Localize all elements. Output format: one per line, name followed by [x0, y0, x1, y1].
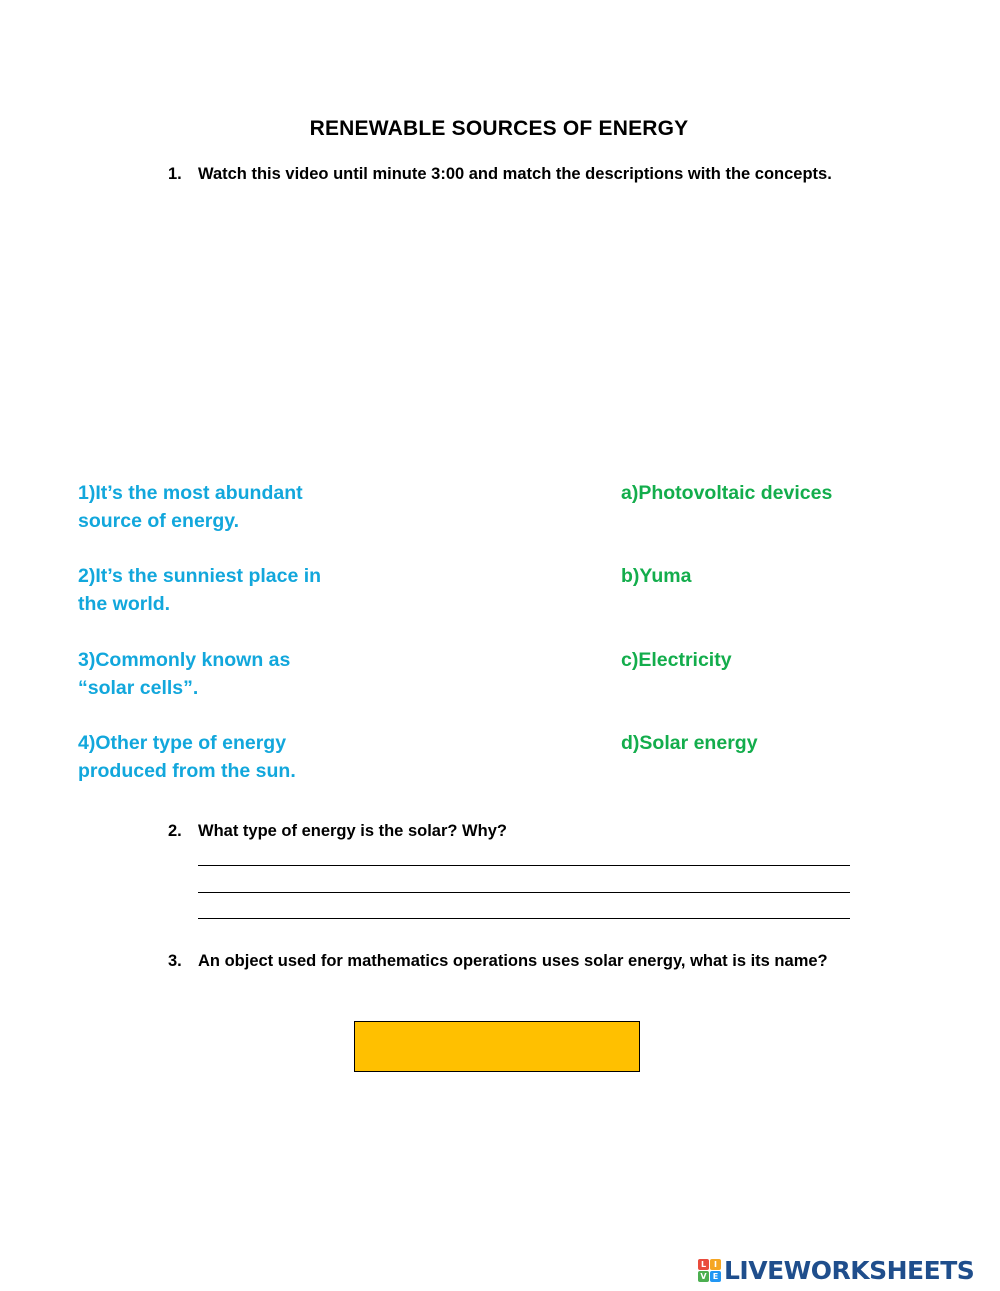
concept-b[interactable]: b)Yuma: [621, 565, 692, 587]
question-1-number: 1.: [168, 165, 182, 183]
question-2: [168, 822, 507, 841]
logo-letter-l: L: [698, 1259, 709, 1270]
logo-letter-e: E: [710, 1271, 721, 1282]
answer-line-3[interactable]: [198, 918, 850, 919]
description-3[interactable]: 3)Commonly known as “solar cells”.: [78, 649, 291, 699]
question-1: [168, 165, 832, 184]
description-1[interactable]: 1)It’s the most abundant source of energy.: [78, 482, 303, 532]
question-3-number: 3.: [168, 952, 182, 970]
logo-letter-i: I: [710, 1259, 721, 1270]
description-2[interactable]: 2)It’s the sunniest place in the world.: [78, 565, 322, 615]
question-3: [168, 952, 828, 971]
description-4[interactable]: 4)Other type of energy produced from the sun.: [78, 732, 296, 782]
question-1-text: Watch this video until minute 3:00 and match the descriptions with the concepts.: [198, 165, 832, 183]
concept-a[interactable]: a)Photovoltaic devices: [621, 482, 833, 504]
concept-d[interactable]: d)Solar energy: [621, 732, 758, 754]
answer-input-box[interactable]: [354, 1021, 640, 1072]
question-3-text: An object used for mathematics operations uses solar energy, what is its name?: [198, 952, 828, 970]
brand-name: LIVEWORKSHEETS: [724, 1255, 975, 1285]
worksheet-title: RENEWABLE SOURCES OF ENERGY: [309, 117, 689, 140]
concept-c[interactable]: c)Electricity: [621, 649, 732, 671]
answer-line-1[interactable]: [198, 865, 850, 866]
liveworksheets-logo-icon: [698, 1259, 721, 1282]
question-2-number: 2.: [168, 822, 182, 840]
answer-line-2[interactable]: [198, 892, 850, 893]
question-2-text: What type of energy is the solar? Why?: [198, 822, 507, 840]
logo-letter-v: V: [698, 1271, 709, 1282]
liveworksheets-brand: [698, 1255, 974, 1285]
